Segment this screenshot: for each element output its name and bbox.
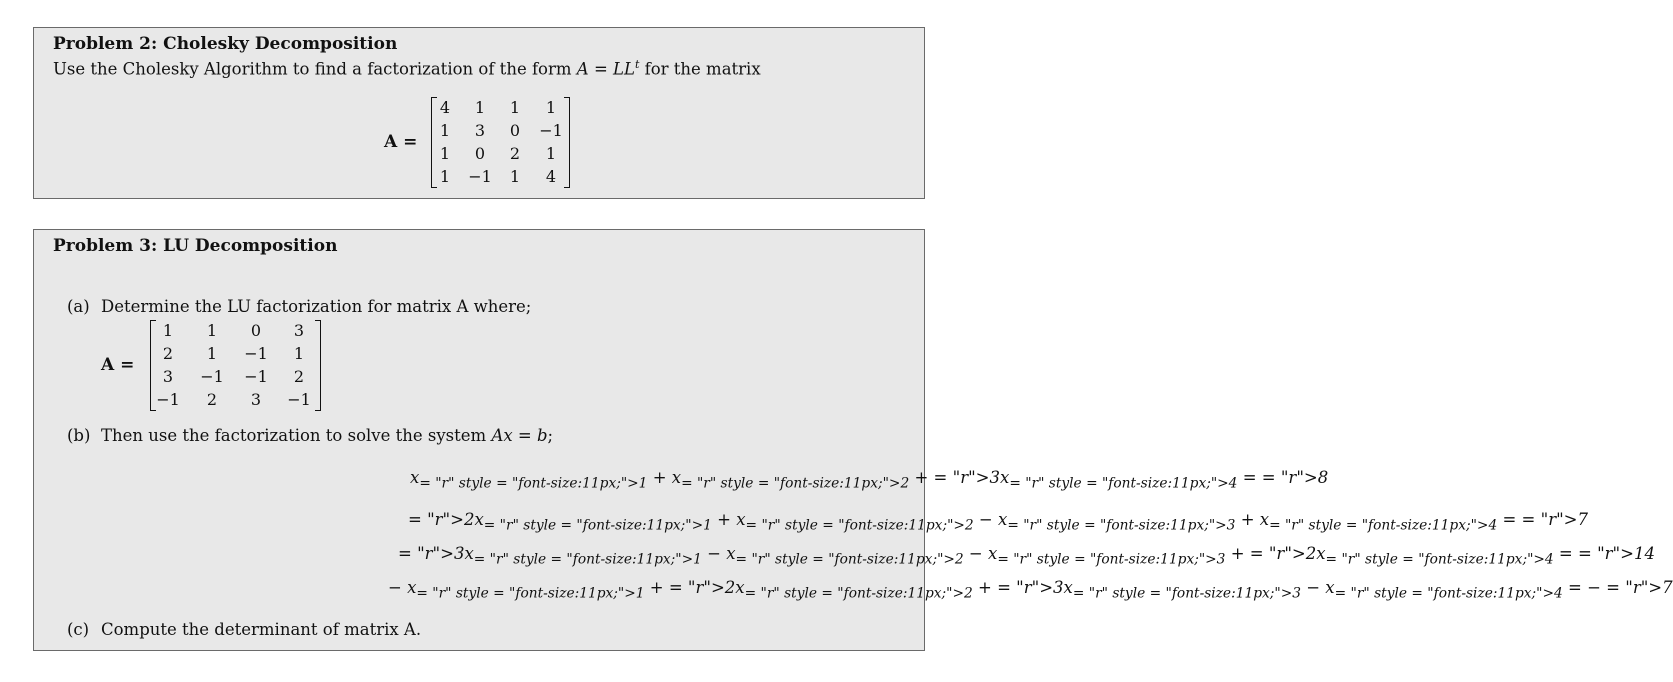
matrix-cell: −1 [287, 390, 311, 409]
matrix-cell: 1 [439, 121, 451, 140]
matrix-cell: 0 [509, 121, 521, 140]
equation-line: = "$r">3x_{= "r" style = "font-size:11px;">1} - x_{= "r" style = "font-size:11px;">2} - x_{= "r" style = "font-size:11px;">3}$ + = "$r">2x_{= "r" style = "font-size:11px;">4}$ = = "r">14 [398, 544, 1655, 568]
problem-3-matrix-label: A = [101, 355, 135, 375]
matrix-cell: 1 [474, 98, 486, 117]
part-c-label: (c) [67, 620, 90, 639]
matrix-cell: 2 [206, 390, 218, 409]
matrix-cell: 3 [162, 367, 174, 386]
matrix-cell: 1 [509, 98, 521, 117]
matrix-cell: 3 [250, 390, 262, 409]
problem-2-intro [53, 58, 761, 79]
problem-2-intro-end: for the matrix [639, 59, 761, 79]
equation-line: − $x_{= "r" style = "font-size:11px;">1}$ + = "$r">2x_{= "r" style = "font-size:11px;">2}$ + = "$r">3x_{= "r" style = "font-size:11px;">3} - x_{= "r" style = "font-size:11px;">4}$ = − = "r">7 [388, 578, 1673, 602]
problem-2-matrix [431, 97, 570, 188]
part-b-formula: Ax = b [491, 426, 548, 445]
problem-2-matrix-label: A = [384, 132, 418, 152]
matrix-cell: 1 [545, 98, 557, 117]
matrix-cell: −1 [468, 167, 492, 186]
part-c-text: Compute the determinant of matrix A. [101, 620, 422, 639]
matrix-cell: 1 [439, 144, 451, 163]
matrix-cell: 1 [509, 167, 521, 186]
matrix-cell: 0 [474, 144, 486, 163]
matrix-cell: 1 [162, 321, 174, 340]
matrix-cell: 4 [545, 167, 557, 186]
matrix-cell: −1 [244, 344, 268, 363]
matrix-cell: 2 [293, 367, 305, 386]
problem-2-formula-superscript: t [634, 58, 640, 71]
problem-3-matrix [150, 320, 321, 411]
matrix-cell: −1 [156, 390, 180, 409]
part-b-text-start: Then use the factorization to solve the system [101, 426, 492, 445]
matrix-cell: 1 [206, 344, 218, 363]
matrix-cell: 1 [439, 167, 451, 186]
part-b-text-end: ; [547, 426, 554, 445]
problem-3-title: Problem 3: LU Decomposition [53, 236, 338, 256]
equation-line: = "$r">2x_{= "r" style = "font-size:11px;">1} + x_{= "r" style = "font-size:11px;">2} - x_{= "r" style = "font-size:11px;">3} + x_{= "r" style = "font-size:11px;">4}$ = = "r">7 [408, 510, 1588, 534]
matrix-cell: −1 [244, 367, 268, 386]
matrix-cell: −1 [539, 121, 563, 140]
matrix-cell: 3 [474, 121, 486, 140]
matrix-cell: 1 [545, 144, 557, 163]
matrix-cell: 0 [250, 321, 262, 340]
matrix-cell: 1 [293, 344, 305, 363]
part-b-text [101, 426, 553, 445]
problem-2-formula: A = LL [576, 59, 635, 79]
part-a-text: Determine the LU factorization for matrix A where; [101, 297, 532, 316]
problem-3-box [33, 229, 1673, 651]
matrix-cell: −1 [200, 367, 224, 386]
problem-2-title: Problem 2: Cholesky Decomposition [53, 34, 398, 54]
equation-line: $x_{= "r" style = "font-size:11px;">1} + x_{= "r" style = "font-size:11px;">2}$ + = "$r">3x_{= "r" style = "font-size:11px;">4}$ = = "r">8 [410, 468, 1329, 492]
problem-2-box [33, 27, 925, 199]
matrix-cell: 2 [162, 344, 174, 363]
problem-2-intro-text: Use the Cholesky Algorithm to find a factorization of the form [53, 59, 577, 79]
matrix-cell: 1 [206, 321, 218, 340]
matrix-cell: 3 [293, 321, 305, 340]
part-a-label: (a) [67, 297, 90, 316]
matrix-cell: 2 [509, 144, 521, 163]
matrix-cell: 4 [439, 98, 451, 117]
part-b-label: (b) [67, 426, 91, 445]
